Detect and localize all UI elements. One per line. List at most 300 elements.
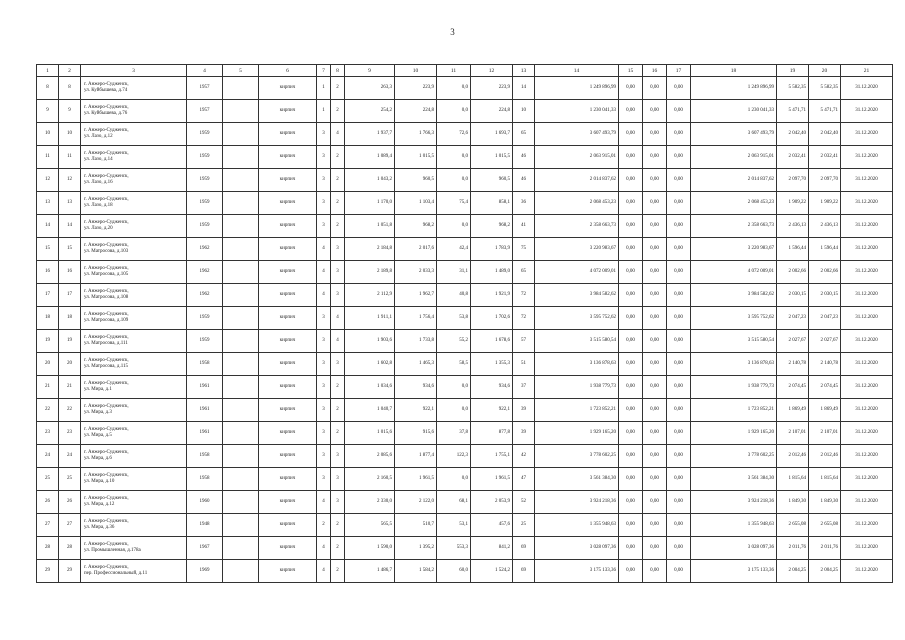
- table-cell: 55,2: [437, 330, 471, 353]
- table-cell: 2 012,46: [777, 445, 809, 468]
- table-cell: 3 220 983,67: [691, 238, 777, 261]
- table-cell: 0,00: [619, 330, 643, 353]
- table-cell: 0,00: [643, 77, 667, 100]
- table-cell: 0,0: [437, 77, 471, 100]
- table-header-row: [37, 65, 893, 77]
- table-cell: 2 014 837,62: [691, 169, 777, 192]
- table-cell: 20: [59, 353, 81, 376]
- table-cell: 1962: [187, 238, 223, 261]
- table-cell: [223, 261, 259, 284]
- table-cell: 31.12.2020: [841, 353, 893, 376]
- table-cell: 2 097,70: [777, 169, 809, 192]
- table-cell: 1 355,3: [471, 353, 513, 376]
- header-cell: 19: [777, 65, 809, 77]
- table-cell: 877,8: [471, 422, 513, 445]
- table-cell: 960,5: [471, 169, 513, 192]
- address-cell: [81, 376, 187, 399]
- header-cell: 20: [809, 65, 841, 77]
- address-cell: [81, 77, 187, 100]
- table-cell: 39: [513, 422, 535, 445]
- table-cell: 1 755,1: [471, 445, 513, 468]
- table-cell: 2 184,8: [345, 238, 395, 261]
- table-cell: 31.12.2020: [841, 100, 893, 123]
- table-cell: 1962: [187, 261, 223, 284]
- table-cell: 24: [59, 445, 81, 468]
- table-cell: 2 074,45: [777, 376, 809, 399]
- table-cell: 3 984 582,62: [691, 284, 777, 307]
- table-cell: кирпич: [259, 491, 317, 514]
- table-cell: 1 783,9: [471, 238, 513, 261]
- address-city: г. Анжеро-Судженск,: [84, 220, 129, 225]
- table-cell: 31.12.2020: [841, 77, 893, 100]
- table-cell: 510,7: [395, 514, 437, 537]
- table-cell: 8: [37, 77, 59, 100]
- table-cell: [223, 77, 259, 100]
- table-cell: 20: [37, 353, 59, 376]
- table-cell: 2 042,40: [777, 123, 809, 146]
- table-cell: 1 040,7: [345, 399, 395, 422]
- table-cell: 3 924 218,36: [535, 491, 619, 514]
- table-cell: 52: [513, 491, 535, 514]
- address-cell: [81, 399, 187, 422]
- table-cell: 1958: [187, 468, 223, 491]
- address-street: ул. Матросова, д.105: [84, 272, 129, 277]
- address-street: ул. Мира, д.12: [84, 502, 115, 507]
- table-cell: 2 011,76: [777, 537, 809, 560]
- header-cell: 21: [841, 65, 893, 77]
- table-cell: 1 590,0: [345, 537, 395, 560]
- table-cell: 36: [513, 192, 535, 215]
- table-cell: 2 002,66: [809, 261, 841, 284]
- table-cell: 15: [37, 238, 59, 261]
- table-cell: 3: [317, 192, 331, 215]
- table-cell: 14: [513, 77, 535, 100]
- table-cell: 0,00: [667, 422, 691, 445]
- table-cell: 2 012,46: [809, 445, 841, 468]
- table-cell: 223,9: [395, 77, 437, 100]
- table-cell: 0,00: [667, 146, 691, 169]
- table-cell: 0,0: [437, 146, 471, 169]
- table-cell: 1959: [187, 330, 223, 353]
- table-cell: [223, 399, 259, 422]
- table-cell: 1 355 948,63: [535, 514, 619, 537]
- table-cell: 3 561 384,30: [691, 468, 777, 491]
- table-cell: 31.12.2020: [841, 238, 893, 261]
- table-cell: 26: [59, 491, 81, 514]
- address-street: ул. Мира, д.1: [84, 387, 112, 392]
- table-cell: 13: [59, 192, 81, 215]
- table-cell: 4 072 009,01: [691, 261, 777, 284]
- table-cell: 65: [513, 123, 535, 146]
- table-cell: 968,2: [395, 215, 437, 238]
- table-cell: 1 602,8: [345, 353, 395, 376]
- table-cell: 2 063 915,01: [535, 146, 619, 169]
- table-cell: 1958: [187, 445, 223, 468]
- table-cell: 4: [317, 491, 331, 514]
- table-cell: кирпич: [259, 123, 317, 146]
- table-cell: 37: [513, 376, 535, 399]
- header-cell: 2: [59, 65, 81, 77]
- table-cell: 3 778 602,25: [535, 445, 619, 468]
- table-cell: 122,3: [437, 445, 471, 468]
- table-cell: 3 607 493,79: [691, 123, 777, 146]
- table-cell: кирпич: [259, 468, 317, 491]
- header-cell: 4: [187, 65, 223, 77]
- table-cell: 2 063 915,01: [691, 146, 777, 169]
- header-cell: 11: [437, 65, 471, 77]
- table-cell: кирпич: [259, 261, 317, 284]
- table-cell: 12: [59, 169, 81, 192]
- table-cell: 4: [331, 307, 345, 330]
- table-cell: 31.12.2020: [841, 560, 893, 583]
- table-cell: 5 582,35: [809, 77, 841, 100]
- table-cell: 3: [331, 261, 345, 284]
- table-cell: 3 220 983,67: [535, 238, 619, 261]
- header-cell: 8: [331, 65, 345, 77]
- table-cell: 841,2: [471, 537, 513, 560]
- table-cell: [223, 468, 259, 491]
- table-cell: 2 014 837,62: [535, 169, 619, 192]
- table-cell: 28: [59, 537, 81, 560]
- address-city: г. Анжеро-Судженск,: [84, 358, 129, 363]
- table-cell: 19: [37, 330, 59, 353]
- address-cell: [81, 422, 187, 445]
- address-street: ул. Лазо, д.14: [84, 157, 113, 162]
- table-cell: 0,00: [619, 77, 643, 100]
- table-cell: 2 085,6: [345, 445, 395, 468]
- table-cell: 2 140,78: [809, 353, 841, 376]
- table-cell: 934,6: [471, 376, 513, 399]
- address-street: ул. Куйбышева, д.74: [84, 88, 128, 93]
- table-cell: 3 984 582,62: [535, 284, 619, 307]
- table-cell: 41: [513, 215, 535, 238]
- table-cell: 0,00: [619, 261, 643, 284]
- table-cell: 0,00: [619, 422, 643, 445]
- table-cell: 3: [317, 123, 331, 146]
- table-cell: 23: [37, 422, 59, 445]
- table-cell: кирпич: [259, 77, 317, 100]
- table-cell: 0,00: [643, 353, 667, 376]
- table-cell: 1 849,30: [809, 491, 841, 514]
- table-cell: 31.12.2020: [841, 445, 893, 468]
- table-cell: 3 607 493,79: [535, 123, 619, 146]
- table-cell: 1959: [187, 146, 223, 169]
- table-cell: 0,00: [619, 192, 643, 215]
- table-cell: 72,6: [437, 123, 471, 146]
- table-cell: 1 938 779,73: [535, 376, 619, 399]
- header-cell: 1: [37, 65, 59, 77]
- address-cell: [81, 284, 187, 307]
- table-cell: 1959: [187, 307, 223, 330]
- table-cell: 1 524,2: [471, 560, 513, 583]
- table-cell: 1 815,64: [777, 468, 809, 491]
- table-cell: 1 596,44: [809, 238, 841, 261]
- table-cell: 0,00: [619, 100, 643, 123]
- table-cell: 26: [37, 491, 59, 514]
- table-cell: 2 030,15: [777, 284, 809, 307]
- table-cell: 1 869,49: [777, 399, 809, 422]
- table-cell: 1 249 896,99: [535, 77, 619, 100]
- table-row: [37, 468, 893, 491]
- table-cell: 3 924 218,36: [691, 491, 777, 514]
- table-cell: 0,00: [643, 123, 667, 146]
- table-cell: 553,3: [437, 537, 471, 560]
- table-cell: 0,00: [667, 100, 691, 123]
- table-cell: 3: [317, 215, 331, 238]
- table-cell: [223, 376, 259, 399]
- table-cell: 1 034,6: [345, 376, 395, 399]
- table-cell: 29: [37, 560, 59, 583]
- table-cell: 17: [37, 284, 59, 307]
- table-cell: 1957: [187, 100, 223, 123]
- table-cell: 0,00: [619, 146, 643, 169]
- table-cell: 14: [59, 215, 81, 238]
- table-cell: 254,2: [345, 100, 395, 123]
- address-city: г. Анжеро-Судженск,: [84, 473, 129, 478]
- table-cell: 46: [513, 169, 535, 192]
- address-city: г. Анжеро-Судженск,: [84, 565, 129, 570]
- table-row: [37, 77, 893, 100]
- table-cell: 915,6: [395, 422, 437, 445]
- address-cell: [81, 353, 187, 376]
- address-street: ул. Мира, д.6: [84, 456, 112, 461]
- table-cell: 4 072 009,01: [535, 261, 619, 284]
- table-cell: 3 515 580,54: [691, 330, 777, 353]
- table-cell: 4: [331, 330, 345, 353]
- table-cell: 0,00: [667, 169, 691, 192]
- address-cell: [81, 146, 187, 169]
- table-cell: 1959: [187, 169, 223, 192]
- header-cell: 9: [345, 65, 395, 77]
- address-street: ул. Лазо, д.16: [84, 180, 113, 185]
- table-cell: 1 702,6: [471, 307, 513, 330]
- table-cell: [223, 307, 259, 330]
- table-cell: 2 011,76: [809, 537, 841, 560]
- table-cell: 2 027,67: [777, 330, 809, 353]
- table-cell: 3 136 878,63: [535, 353, 619, 376]
- table-cell: 1 909,22: [777, 192, 809, 215]
- table-cell: кирпич: [259, 215, 317, 238]
- table-cell: 0,00: [619, 445, 643, 468]
- table-cell: 0,0: [437, 376, 471, 399]
- table-cell: 1 015,6: [345, 422, 395, 445]
- table-cell: 31.12.2020: [841, 376, 893, 399]
- table-cell: 1960: [187, 491, 223, 514]
- table-cell: 2 436,13: [777, 215, 809, 238]
- table-row: [37, 422, 893, 445]
- table-cell: 2 358 663,73: [535, 215, 619, 238]
- table-cell: 1 909,22: [809, 192, 841, 215]
- table-cell: кирпич: [259, 376, 317, 399]
- table-cell: 1 355 948,63: [691, 514, 777, 537]
- table-cell: 0,00: [667, 514, 691, 537]
- table-cell: 1 911,1: [345, 307, 395, 330]
- table-cell: 1 249 896,99: [691, 77, 777, 100]
- table-cell: 0,00: [667, 353, 691, 376]
- table-cell: кирпич: [259, 169, 317, 192]
- table-cell: 2: [331, 560, 345, 583]
- table-cell: 1: [317, 100, 331, 123]
- table-cell: 15: [59, 238, 81, 261]
- table-cell: 1 849,30: [777, 491, 809, 514]
- table-cell: 0,0: [437, 100, 471, 123]
- table-cell: 31.12.2020: [841, 192, 893, 215]
- table-cell: 0,00: [643, 284, 667, 307]
- table-cell: 2 032,41: [777, 146, 809, 169]
- table-cell: 1 015,5: [471, 146, 513, 169]
- table-cell: 0,00: [667, 537, 691, 560]
- table-cell: кирпич: [259, 422, 317, 445]
- table-cell: 0,00: [667, 376, 691, 399]
- table-cell: 1 596,44: [777, 238, 809, 261]
- table-row: [37, 491, 893, 514]
- table-cell: 0,00: [667, 215, 691, 238]
- table-cell: 922,1: [395, 399, 437, 422]
- table-cell: 1 929 165,20: [691, 422, 777, 445]
- table-cell: 1 043,2: [345, 169, 395, 192]
- table-cell: 223,9: [471, 77, 513, 100]
- table-cell: 0,00: [619, 238, 643, 261]
- table-cell: 1 089,4: [345, 146, 395, 169]
- table-cell: 3: [331, 468, 345, 491]
- table-cell: 457,6: [471, 514, 513, 537]
- table-cell: 0,00: [619, 468, 643, 491]
- table-cell: 69: [513, 537, 535, 560]
- table-cell: 1 693,7: [471, 123, 513, 146]
- table-cell: 31.12.2020: [841, 123, 893, 146]
- table-cell: 2 030,15: [809, 284, 841, 307]
- table-cell: 1 929 165,20: [535, 422, 619, 445]
- table-cell: 1 733,8: [395, 330, 437, 353]
- table-cell: 2 330,0: [345, 491, 395, 514]
- address-city: г. Анжеро-Судженск,: [84, 82, 129, 87]
- table-cell: [223, 169, 259, 192]
- table-cell: 2 074,45: [809, 376, 841, 399]
- table-cell: 14: [37, 215, 59, 238]
- table-cell: 1 938 779,73: [691, 376, 777, 399]
- table-cell: 3: [317, 399, 331, 422]
- table-row: [37, 537, 893, 560]
- table-cell: 2 068 453,23: [691, 192, 777, 215]
- address-cell: [81, 215, 187, 238]
- table-cell: 3: [317, 422, 331, 445]
- table-cell: 1948: [187, 514, 223, 537]
- table-cell: 1 766,3: [395, 123, 437, 146]
- table-cell: [223, 353, 259, 376]
- table-cell: 31.12.2020: [841, 169, 893, 192]
- table-cell: 2 027,67: [809, 330, 841, 353]
- table-cell: 3 136 878,63: [691, 353, 777, 376]
- address-city: г. Анжеро-Судженск,: [84, 381, 129, 386]
- table-cell: 0,00: [643, 100, 667, 123]
- table-cell: [223, 560, 259, 583]
- table-row: [37, 284, 893, 307]
- address-cell: [81, 514, 187, 537]
- table-cell: 0,00: [643, 399, 667, 422]
- table-cell: 29: [59, 560, 81, 583]
- table-cell: 2 004,25: [777, 560, 809, 583]
- table-cell: 2 107,01: [777, 422, 809, 445]
- table-cell: кирпич: [259, 192, 317, 215]
- table-cell: 3: [317, 169, 331, 192]
- address-city: г. Анжеро-Судженск,: [84, 519, 129, 524]
- table-cell: 5 471,71: [809, 100, 841, 123]
- table-cell: 0,00: [667, 284, 691, 307]
- table-cell: 16: [37, 261, 59, 284]
- table-cell: 2 068 453,23: [535, 192, 619, 215]
- table-cell: 2 047,23: [777, 307, 809, 330]
- header-cell: 15: [619, 65, 643, 77]
- table-cell: 1 937,7: [345, 123, 395, 146]
- table-cell: 1958: [187, 353, 223, 376]
- table-cell: 1 869,49: [809, 399, 841, 422]
- table-cell: 0,00: [643, 514, 667, 537]
- address-city: г. Анжеро-Судженск,: [84, 542, 129, 547]
- address-cell: [81, 238, 187, 261]
- table-cell: 42: [513, 445, 535, 468]
- address-cell: [81, 330, 187, 353]
- table-cell: 2: [331, 192, 345, 215]
- table-cell: 1961: [187, 399, 223, 422]
- table-cell: 0,00: [643, 468, 667, 491]
- table-cell: 1969: [187, 560, 223, 583]
- table-cell: 0,00: [643, 537, 667, 560]
- table-cell: 31.12.2020: [841, 307, 893, 330]
- table-cell: 23: [59, 422, 81, 445]
- table-cell: 3: [317, 376, 331, 399]
- table-cell: 5 582,35: [777, 77, 809, 100]
- table-cell: [223, 445, 259, 468]
- address-city: г. Анжеро-Судженск,: [84, 427, 129, 432]
- table-cell: 2 004,25: [809, 560, 841, 583]
- table-cell: 31.12.2020: [841, 261, 893, 284]
- table-cell: 2: [331, 537, 345, 560]
- table-cell: 0,00: [667, 330, 691, 353]
- table-cell: 3 175 133,36: [691, 560, 777, 583]
- table-cell: 0,00: [643, 445, 667, 468]
- address-street: ул. Матросова, д.109: [84, 318, 129, 323]
- table-cell: 75,4: [437, 192, 471, 215]
- table-cell: 0,00: [667, 399, 691, 422]
- address-city: г. Анжеро-Судженск,: [84, 289, 129, 294]
- table-cell: 960,5: [395, 169, 437, 192]
- table-cell: 22: [59, 399, 81, 422]
- table-row: [37, 560, 893, 583]
- table-cell: 1 678,6: [471, 330, 513, 353]
- table-cell: 1 230 041,33: [535, 100, 619, 123]
- table-cell: 2 053,9: [471, 491, 513, 514]
- table-cell: 3 175 133,36: [535, 560, 619, 583]
- address-city: г. Анжеро-Судженск,: [84, 197, 129, 202]
- address-cell: [81, 468, 187, 491]
- table-cell: 1 103,4: [395, 192, 437, 215]
- table-cell: 31.12.2020: [841, 514, 893, 537]
- table-cell: [223, 514, 259, 537]
- table-cell: 2 655,08: [809, 514, 841, 537]
- address-city: г. Анжеро-Судженск,: [84, 128, 129, 133]
- table-cell: 2: [331, 215, 345, 238]
- table-cell: 0,00: [667, 560, 691, 583]
- table-cell: 53,1: [437, 514, 471, 537]
- address-city: г. Анжеро-Судженск,: [84, 266, 129, 271]
- table-cell: 3: [331, 284, 345, 307]
- table-cell: 31.12.2020: [841, 491, 893, 514]
- table-cell: 2 358 663,73: [691, 215, 777, 238]
- table-cell: кирпич: [259, 100, 317, 123]
- table-cell: [223, 100, 259, 123]
- table-row: [37, 330, 893, 353]
- table-cell: 2 032,41: [809, 146, 841, 169]
